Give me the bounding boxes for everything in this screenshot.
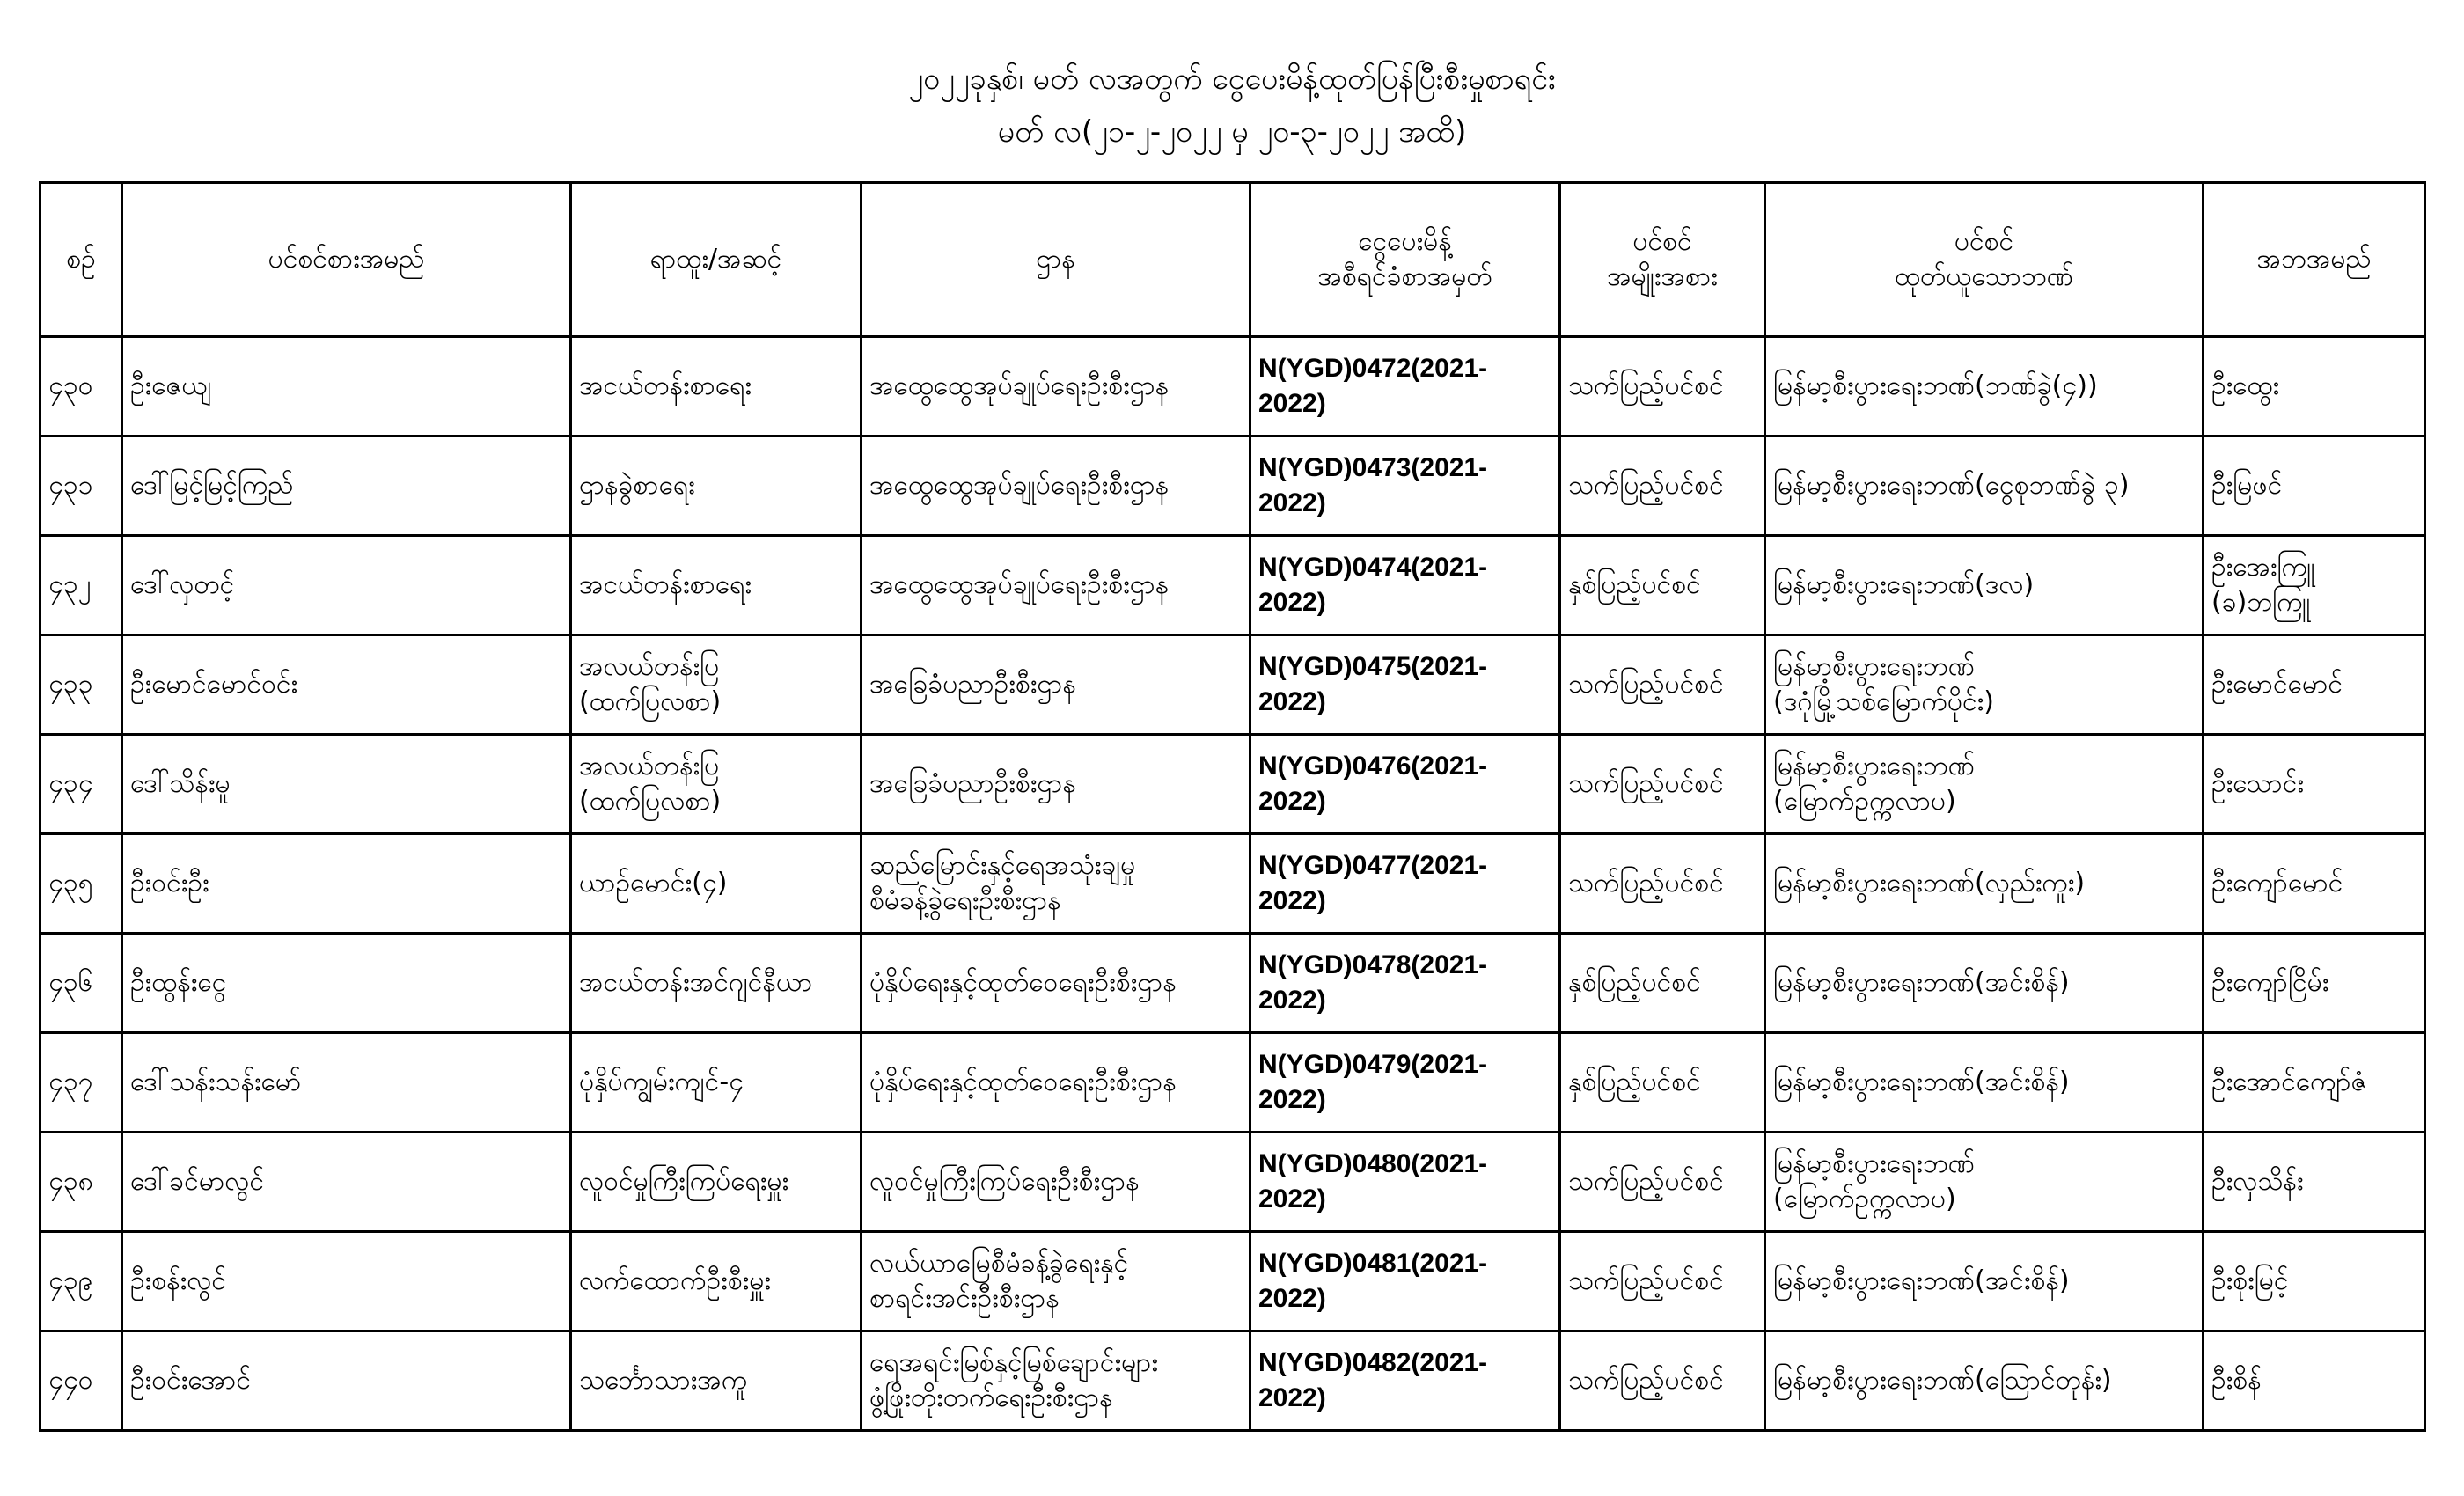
col-header: ပင်စင်စားအမည် [122, 183, 571, 337]
report-number-cell: N(YGD)0475(2021-2022) [1250, 635, 1560, 735]
pensioner-name-cell: ဒေါ်မြင့်မြင့်ကြည် [122, 436, 571, 536]
pensioner-name-cell: ဒေါ်ခင်မာလွင် [122, 1133, 571, 1232]
department-cell: အထွေထွေအုပ်ချုပ်ရေးဦးစီးဌာန [862, 337, 1250, 436]
pensioner-name-cell: ဦးဝင်းဦး [122, 834, 571, 934]
table-row [40, 337, 2425, 436]
col-header: ပင်စင် အမျိုးအစား [1560, 183, 1765, 337]
pension-type-cell: သက်ပြည့်ပင်စင် [1560, 337, 1765, 436]
serial-cell: ၄၃၇ [40, 1033, 122, 1133]
serial-cell: ၄၃၂ [40, 536, 122, 635]
department-cell: လယ်ယာမြေစီမံခန့်ခွဲရေးနှင့် စာရင်းအင်းဦးစီးဌာန [862, 1232, 1250, 1331]
father-name-cell: ဦးအေးကြူ (ခ)ဘကြူ [2204, 536, 2425, 635]
bank-cell: မြန်မာ့စီးပွားရေးဘဏ် (မြောက်ဥက္ကလာပ) [1765, 1133, 2204, 1232]
bank-cell: မြန်မာ့စီးပွားရေးဘဏ်(အင်းစိန်) [1765, 1232, 2204, 1331]
rank-cell: လက်ထောက်ဦးစီးမှူး [571, 1232, 862, 1331]
department-cell: ပုံနှိပ်ရေးနှင့်ထုတ်ဝေရေးဦးစီးဌာန [862, 934, 1250, 1033]
bank-cell: မြန်မာ့စီးပွားရေးဘဏ်(အင်းစိန်) [1765, 1033, 2204, 1133]
serial-cell: ၄၃၈ [40, 1133, 122, 1232]
bank-cell: မြန်မာ့စီးပွားရေးဘဏ်(ငွေစုဘဏ်ခွဲ ၃) [1765, 436, 2204, 536]
serial-cell: ၄၃၅ [40, 834, 122, 934]
serial-cell: ၄၃၉ [40, 1232, 122, 1331]
pensioner-name-cell: ဦးဇေယျ [122, 337, 571, 436]
serial-cell: ၄၃၀ [40, 337, 122, 436]
report-number-cell: N(YGD)0473(2021-2022) [1250, 436, 1560, 536]
pensioner-name-cell: ဦးထွန်းငွေ [122, 934, 571, 1033]
father-name-cell: ဦးကျော်ငြိမ်း [2204, 934, 2425, 1033]
father-name-cell: ဦးလှသိန်း [2204, 1133, 2425, 1232]
pension-type-cell: သက်ပြည့်ပင်စင် [1560, 834, 1765, 934]
table-row [40, 1033, 2425, 1133]
report-number-cell: N(YGD)0481(2021-2022) [1250, 1232, 1560, 1331]
document-title: ၂၀၂၂ခုနှစ်၊ မတ် လအတွက် ငွေပေးမိန့်ထုတ်ပြန်ပြီးစီးမှုစာရင်း [908, 62, 1556, 97]
bank-cell: မြန်မာ့စီးပွားရေးဘဏ် (မြောက်ဥက္ကလာပ) [1765, 735, 2204, 834]
col-header: အဘအမည် [2204, 183, 2425, 337]
department-cell: အထွေထွေအုပ်ချုပ်ရေးဦးစီးဌာန [862, 536, 1250, 635]
rank-cell: ပုံနှိပ်ကျွမ်းကျင်-၄ [571, 1033, 862, 1133]
table-row [40, 536, 2425, 635]
rank-cell: အလယ်တန်းပြ (ထက်ပြလစာ) [571, 635, 862, 735]
table-header-row [40, 183, 2425, 337]
pension-table [39, 181, 2426, 1432]
rank-cell: အငယ်တန်းစာရေး [571, 337, 862, 436]
bank-cell: မြန်မာ့စီးပွားရေးဘဏ်(လှည်းကူး) [1765, 834, 2204, 934]
serial-cell: ၄၃၁ [40, 436, 122, 536]
col-header: ဌာန [862, 183, 1250, 337]
father-name-cell: ဦးသောင်း [2204, 735, 2425, 834]
pension-type-cell: သက်ပြည့်ပင်စင် [1560, 635, 1765, 735]
table-row [40, 834, 2425, 934]
report-number-cell: N(YGD)0479(2021-2022) [1250, 1033, 1560, 1133]
department-cell: အခြေခံပညာဦးစီးဌာန [862, 735, 1250, 834]
department-cell: အခြေခံပညာဦးစီးဌာန [862, 635, 1250, 735]
col-header: ပင်စင် ထုတ်ယူသောဘဏ် [1765, 183, 2204, 337]
report-number-cell: N(YGD)0482(2021-2022) [1250, 1331, 1560, 1431]
department-cell: အထွေထွေအုပ်ချုပ်ရေးဦးစီးဌာန [862, 436, 1250, 536]
father-name-cell: ဦးအောင်ကျော်ဇံ [2204, 1033, 2425, 1133]
pensioner-name-cell: ဦးဝင်းအောင် [122, 1331, 571, 1431]
report-number-cell: N(YGD)0474(2021-2022) [1250, 536, 1560, 635]
table-row [40, 934, 2425, 1033]
table-row [40, 1232, 2425, 1331]
pensioner-name-cell: ဒေါ်သန်းသန်းမော် [122, 1033, 571, 1133]
pension-type-cell: နှစ်ပြည့်ပင်စင် [1560, 1033, 1765, 1133]
table-row [40, 436, 2425, 536]
table-row [40, 635, 2425, 735]
rank-cell: ဌာနခွဲစာရေး [571, 436, 862, 536]
rank-cell: လူဝင်မှုကြီးကြပ်ရေးမှူး [571, 1133, 862, 1232]
father-name-cell: ဦးစိုးမြင့် [2204, 1232, 2425, 1331]
pensioner-name-cell: ဒေါ်သိန်းမူ [122, 735, 571, 834]
pension-type-cell: သက်ပြည့်ပင်စင် [1560, 1331, 1765, 1431]
serial-cell: ၄၃၄ [40, 735, 122, 834]
report-number-cell: N(YGD)0472(2021-2022) [1250, 337, 1560, 436]
department-cell: ဆည်မြောင်းနှင့်ရေအသုံးချမှု စီမံခန့်ခွဲရေးဦးစီးဌာန [862, 834, 1250, 934]
report-number-cell: N(YGD)0480(2021-2022) [1250, 1133, 1560, 1232]
pensioner-name-cell: ဒေါ်လှတင့် [122, 536, 571, 635]
bank-cell: မြန်မာ့စီးပွားရေးဘဏ်(အင်းစိန်) [1765, 934, 2204, 1033]
serial-cell: ၄၃၃ [40, 635, 122, 735]
father-name-cell: ဦးကျော်မောင် [2204, 834, 2425, 934]
report-number-cell: N(YGD)0478(2021-2022) [1250, 934, 1560, 1033]
serial-cell: ၄၄၀ [40, 1331, 122, 1431]
father-name-cell: ဦးမြဖင် [2204, 436, 2425, 536]
table-row [40, 735, 2425, 834]
rank-cell: အငယ်တန်းစာရေး [571, 536, 862, 635]
department-cell: လူဝင်မှုကြီးကြပ်ရေးဦးစီးဌာန [862, 1133, 1250, 1232]
col-header: ရာထူး/အဆင့် [571, 183, 862, 337]
father-name-cell: ဦးစိန် [2204, 1331, 2425, 1431]
table-row [40, 1331, 2425, 1431]
pension-type-cell: သက်ပြည့်ပင်စင် [1560, 735, 1765, 834]
department-cell: ရေအရင်းမြစ်နှင့်မြစ်ချောင်းများ ဖွံ့ဖြိုးတိုးတက်ရေးဦးစီးဌာန [862, 1331, 1250, 1431]
table-row [40, 1133, 2425, 1232]
col-header: စဉ် [40, 183, 122, 337]
bank-cell: မြန်မာ့စီးပွားရေးဘဏ်(သြောင်တုန်း) [1765, 1331, 2204, 1431]
serial-cell: ၄၃၆ [40, 934, 122, 1033]
rank-cell: အငယ်တန်းအင်ဂျင်နီယာ [571, 934, 862, 1033]
col-header: ငွေပေးမိန့် အစီရင်ခံစာအမှတ် [1250, 183, 1560, 337]
pension-type-cell: သက်ပြည့်ပင်စင် [1560, 1133, 1765, 1232]
father-name-cell: ဦးမောင်မောင် [2204, 635, 2425, 735]
bank-cell: မြန်မာ့စီးပွားရေးဘဏ်(ဒလ) [1765, 536, 2204, 635]
rank-cell: ယာဉ်မောင်း(၄) [571, 834, 862, 934]
report-number-cell: N(YGD)0477(2021-2022) [1250, 834, 1560, 934]
rank-cell: အလယ်တန်းပြ (ထက်ပြလစာ) [571, 735, 862, 834]
department-cell: ပုံနှိပ်ရေးနှင့်ထုတ်ဝေရေးဦးစီးဌာန [862, 1033, 1250, 1133]
pension-type-cell: နှစ်ပြည့်ပင်စင် [1560, 536, 1765, 635]
pension-type-cell: နှစ်ပြည့်ပင်စင် [1560, 934, 1765, 1033]
pension-type-cell: သက်ပြည့်ပင်စင် [1560, 1232, 1765, 1331]
pension-type-cell: သက်ပြည့်ပင်စင် [1560, 436, 1765, 536]
rank-cell: သင်္ဘောသားအကူ [571, 1331, 862, 1431]
document-subtitle-period: မတ် လ(၂၁-၂-၂၀၂၂ မှ ၂၀-၃-၂၀၂၂ အထိ) [997, 114, 1467, 150]
bank-cell: မြန်မာ့စီးပွားရေးဘဏ်(ဘဏ်ခွဲ(၄)) [1765, 337, 2204, 436]
father-name-cell: ဦးထွေး [2204, 337, 2425, 436]
bank-cell: မြန်မာ့စီးပွားရေးဘဏ် (ဒဂုံမြို့သစ်မြောက်ပိုင်း) [1765, 635, 2204, 735]
report-number-cell: N(YGD)0476(2021-2022) [1250, 735, 1560, 834]
pensioner-name-cell: ဦးမောင်မောင်ဝင်း [122, 635, 571, 735]
pensioner-name-cell: ဦးစန်းလွင် [122, 1232, 571, 1331]
